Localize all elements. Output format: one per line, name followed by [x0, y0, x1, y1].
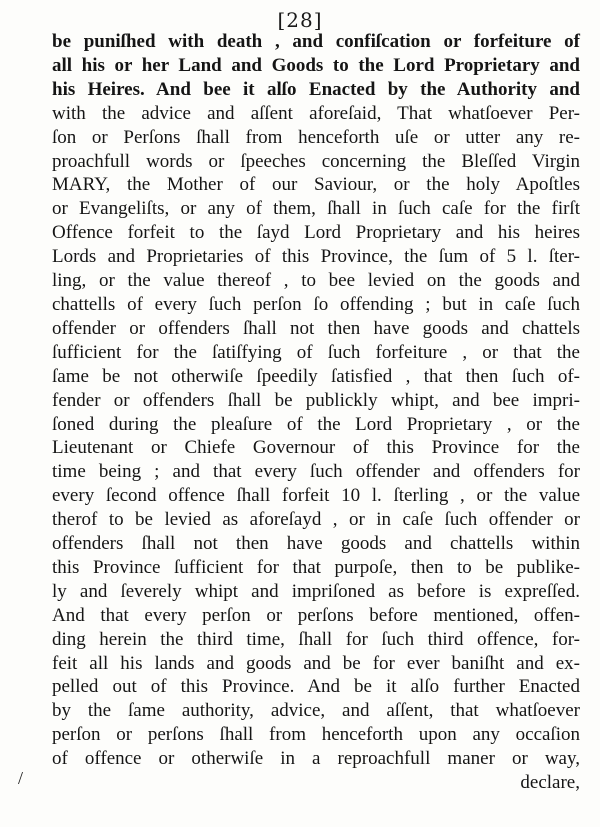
text-line: ſoned during the pleaſure of the Lord Proprietary , or the	[52, 413, 580, 435]
text-line: be puniſhed with death , and confiſcation or forfeiture of	[52, 31, 580, 52]
text-line: this Province ſufficient for that purpoſe, then to be publike-	[52, 556, 580, 578]
text-line: of offence or otherwiſe in a reproachfull maner or way,	[52, 748, 580, 770]
text-line: ling, or the value thereof , to bee levied on the goods and	[52, 270, 580, 292]
text-line: all his or her Land and Goods to the Lord Proprietary and	[52, 54, 580, 76]
text-line: with the advice and aſſent aforeſaid, That whatſoever Per-	[52, 102, 580, 124]
text-line: pelled out of this Province. And be it alſo further Enacted	[52, 676, 580, 698]
text-line: fender or offenders ſhall be publickly whipt, and bee impri-	[52, 389, 580, 411]
text-line: ſon or Perſons ſhall from henceforth uſe or utter any re-	[52, 126, 580, 148]
text-line: feit all his lands and goods and be for ever baniſht and ex-	[52, 652, 580, 674]
text-line: ſame be not otherwiſe ſpeedily ſatisfied , that then ſuch of-	[52, 365, 580, 387]
body-text	[52, 30, 580, 795]
text-line: MARY, the Mother of our Saviour, or the holy Apoſtles	[52, 174, 580, 196]
text-line: Offence forfeit to the ſayd Lord Proprietary and his heires	[52, 222, 580, 244]
catchword: declare,	[520, 772, 580, 794]
text-line: offenders ſhall not then have goods and chattells within	[52, 533, 580, 555]
text-line: by the ſame authority, advice, and aſſent, that whatſoever	[52, 700, 580, 722]
text-line: ding herein the third time, ſhall for ſuch third offence, for-	[52, 628, 580, 650]
text-line: his Heires. And bee it alſo Enacted by the Authority and	[52, 78, 580, 100]
margin-mark: /	[18, 768, 24, 788]
text-line: chattells of every ſuch perſon ſo offending ; but in caſe ſuch	[52, 293, 580, 315]
text-line: Lieutenant or Chiefe Governour of this Province for the	[52, 437, 580, 459]
text-line: proachfull words or ſpeeches concerning the Bleſſed Virgin	[52, 150, 580, 172]
text-line: Lords and Proprietaries of this Province, the ſum of 5 l. ſter-	[52, 246, 580, 268]
text-line: time being ; and that every ſuch offender and offenders for	[52, 461, 580, 483]
text-line: ſufficient for the ſatiſfying of ſuch forfeiture , or that the	[52, 341, 580, 363]
text-line: And that every perſon or perſons before mentioned, offen-	[52, 604, 580, 626]
text-line: ly and ſeverely whipt and impriſoned as before is expreſſed.	[52, 580, 580, 602]
text-line: or Evangeliſts, or any of them, ſhall in ſuch caſe for the firſt	[52, 198, 580, 220]
text-line: offender or offenders ſhall not then have goods and chattels	[52, 317, 580, 339]
text-line: every ſecond offence ſhall forfeit 10 l. ſterling , or the value	[52, 485, 580, 507]
page-number: [28]	[277, 8, 323, 32]
text-line: therof to be levied as aforeſayd , or in caſe ſuch offender or	[52, 509, 580, 531]
text-line: perſon or perſons ſhall from henceforth upon any occaſion	[52, 724, 580, 746]
